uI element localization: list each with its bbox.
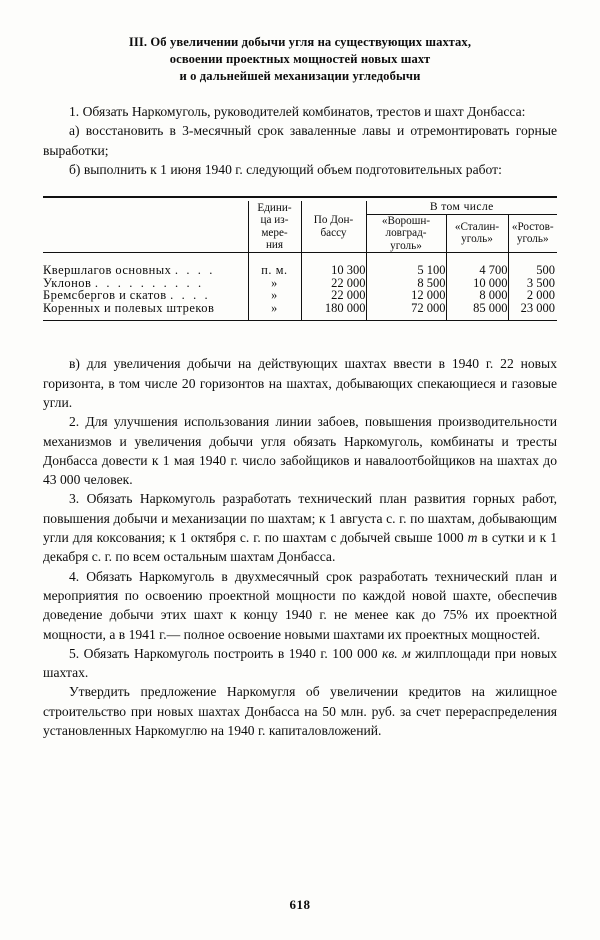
row-leaders: . . . . . . . . . . bbox=[94, 275, 204, 290]
row-value-voroshilovgradugol: 12 000 bbox=[366, 289, 446, 302]
row-value-rostovugol: 3 500 bbox=[508, 277, 557, 290]
paragraph-1v-text: в) для увеличения добычи на действующих шахтах ввести в 1940 г. 22 новых горизонта, в том числе 20 горизонтов на шахтах, добывающих спекающиеся и газовые угли. bbox=[43, 356, 557, 410]
voroshilovgrad-header-line-1: «Ворошн- bbox=[381, 214, 431, 227]
title-line-2: освоении проектных мощностей новых шахт bbox=[169, 52, 431, 66]
row-value-stalinugol: 85 000 bbox=[446, 302, 508, 315]
row-value-rostovugol: 500 bbox=[508, 264, 557, 277]
unit-header-line-1: Едини- bbox=[257, 201, 292, 214]
row-label bbox=[43, 302, 248, 315]
paragraph-3-text-b: в сутки и к 1 декабря с. г. по всем остальным шахтам Донбасса. bbox=[43, 530, 557, 565]
paragraph-1: 1. Обязать Наркомуголь, руководителей комбинатов, трестов и шахт Донбасса: bbox=[69, 104, 526, 119]
page-content bbox=[43, 34, 557, 740]
title-line-1: III. Об увеличении добычи угля на существующих шахтах, bbox=[128, 35, 472, 49]
title-line-3: и о дальнейшей механизации угледобычи bbox=[179, 69, 421, 83]
page-number: 618 bbox=[289, 897, 311, 912]
donbass-header-line-1: По Дон- bbox=[313, 214, 354, 227]
unit-header-line-3: мере- bbox=[261, 226, 288, 239]
unit-header-line-2: ца из- bbox=[260, 214, 289, 227]
paragraph-1b: б) выполнить к 1 июня 1940 г. следующий объем подготовительных работ: bbox=[69, 161, 502, 177]
row-value-rostovugol: 2 000 bbox=[508, 289, 557, 302]
row-label-text: Бремсбергов и скатов bbox=[43, 288, 167, 303]
column-header-voroshilovgradugol bbox=[366, 214, 446, 252]
paragraph-1v bbox=[43, 354, 557, 412]
row-leaders: . . . . bbox=[170, 288, 211, 303]
paragraph-1a: а) восстановить в 3-месячный срок заваленные лавы и отремонтировать горные выработки; bbox=[43, 123, 557, 158]
intro-block bbox=[43, 102, 557, 179]
paragraph-3 bbox=[43, 489, 557, 566]
voroshilovgrad-header-line-3: уголь» bbox=[390, 239, 422, 252]
voroshilovgrad-header-line-2: ловград- bbox=[385, 227, 427, 240]
row-value-donbass: 180 000 bbox=[301, 302, 366, 315]
column-header-unit bbox=[248, 201, 301, 252]
row-value-voroshilovgradugol: 72 000 bbox=[366, 302, 446, 315]
rostovugol-header-line-2: уголь» bbox=[516, 233, 549, 246]
row-value-stalinugol: 10 000 bbox=[446, 277, 508, 290]
unit-header-line-4: ния bbox=[265, 239, 284, 251]
column-header-rostovugol bbox=[508, 214, 557, 252]
paragraph-6 bbox=[43, 682, 557, 740]
row-value-voroshilovgradugol: 5 100 bbox=[366, 264, 446, 277]
row-value-stalinugol: 8 000 bbox=[446, 289, 508, 302]
paragraph-3-unit: т bbox=[467, 530, 478, 546]
paragraph-6-text: Утвердить предложение Наркомугля об увеличении кредитов на жилищное строительство при новых шахтах Донбасса на 50 млн. руб. за счет перераспределения установленных Наркомуглю на 1940 г. капиталовложений. bbox=[43, 684, 557, 739]
paragraph-3-text-a: 3. Обязать Наркомуголь разработать технический план развития горных работ, повышения добычи и механизации по шахтам; к 1 августа с. г. по шахтам, добывающим угли для коксования; к 1 октября с. г. по шахтам с добычей свыше 1000 bbox=[43, 491, 557, 546]
stalinugol-header-line-1: «Сталин- bbox=[454, 220, 500, 233]
row-label-text: Уклонов bbox=[43, 275, 92, 290]
paragraph-2-text: 2. Для улучшения использования линии забоев, повышения производительности механизмов и увеличения добычи угля обязать Наркомуголь, комбинаты и тресты Донбасса довести к 1 мая 1940 г. число забойщиков и навалоотбойщиков на шахтах до 43 000 человек. bbox=[43, 414, 557, 488]
paragraph-5-text-b: жилплощади при новых шахтах. bbox=[43, 645, 558, 681]
row-unit: » bbox=[248, 277, 301, 290]
stalinugol-header-line-2: уголь» bbox=[461, 233, 493, 246]
body-block-lower bbox=[43, 354, 557, 740]
row-value-donbass: 10 300 bbox=[301, 264, 366, 277]
statistics-table bbox=[43, 196, 557, 324]
row-unit: » bbox=[248, 289, 301, 302]
paragraph-2 bbox=[43, 412, 557, 489]
row-label-text: Коренных и полевых штреков bbox=[43, 300, 215, 315]
column-header-donbass bbox=[301, 201, 366, 252]
column-group-header-included: В том числе bbox=[366, 201, 557, 214]
row-value-rostovugol: 23 000 bbox=[508, 302, 557, 315]
paragraph-5-unit: кв. м bbox=[382, 645, 411, 661]
table-row bbox=[43, 302, 557, 315]
paragraph-4 bbox=[43, 567, 557, 644]
paragraph-4-text: 4. Обязать Наркомуголь в двухмесячный срок разработать технический план и мероприятия по освоению проектной мощности по каждой новой шахте, обеспечив доведение добычи этих шахт к концу 1940 г. не менее как до 75% их проектной мощности, а в 1941 г.— полное освоение новыми шахтами их проектных мощностей. bbox=[43, 568, 557, 642]
row-value-voroshilovgradugol: 8 500 bbox=[366, 277, 446, 290]
page-title bbox=[43, 34, 557, 85]
table-group-header-row bbox=[43, 201, 557, 214]
row-unit: » bbox=[248, 302, 301, 315]
paragraph-5 bbox=[43, 644, 557, 683]
table-corner-cell bbox=[43, 201, 248, 252]
paragraph-5-text-a: 5. Обязать Наркомуголь построить в 1940 г. 100 000 bbox=[69, 645, 383, 661]
column-header-stalinugol bbox=[446, 214, 508, 252]
statistics-table-wrapper bbox=[43, 196, 557, 324]
donbass-header-line-2: бассу bbox=[320, 226, 347, 239]
row-value-donbass: 22 000 bbox=[301, 277, 366, 290]
rostovugol-header-line-1: «Ростов- bbox=[511, 220, 554, 233]
row-unit: п. м. bbox=[248, 264, 301, 277]
row-value-stalinugol: 4 700 bbox=[446, 264, 508, 277]
row-value-donbass: 22 000 bbox=[301, 289, 366, 302]
row-label-text: Квершлагов основных bbox=[43, 263, 172, 277]
table-rule-bottom bbox=[43, 321, 557, 325]
row-leaders: . . . . bbox=[174, 263, 215, 277]
